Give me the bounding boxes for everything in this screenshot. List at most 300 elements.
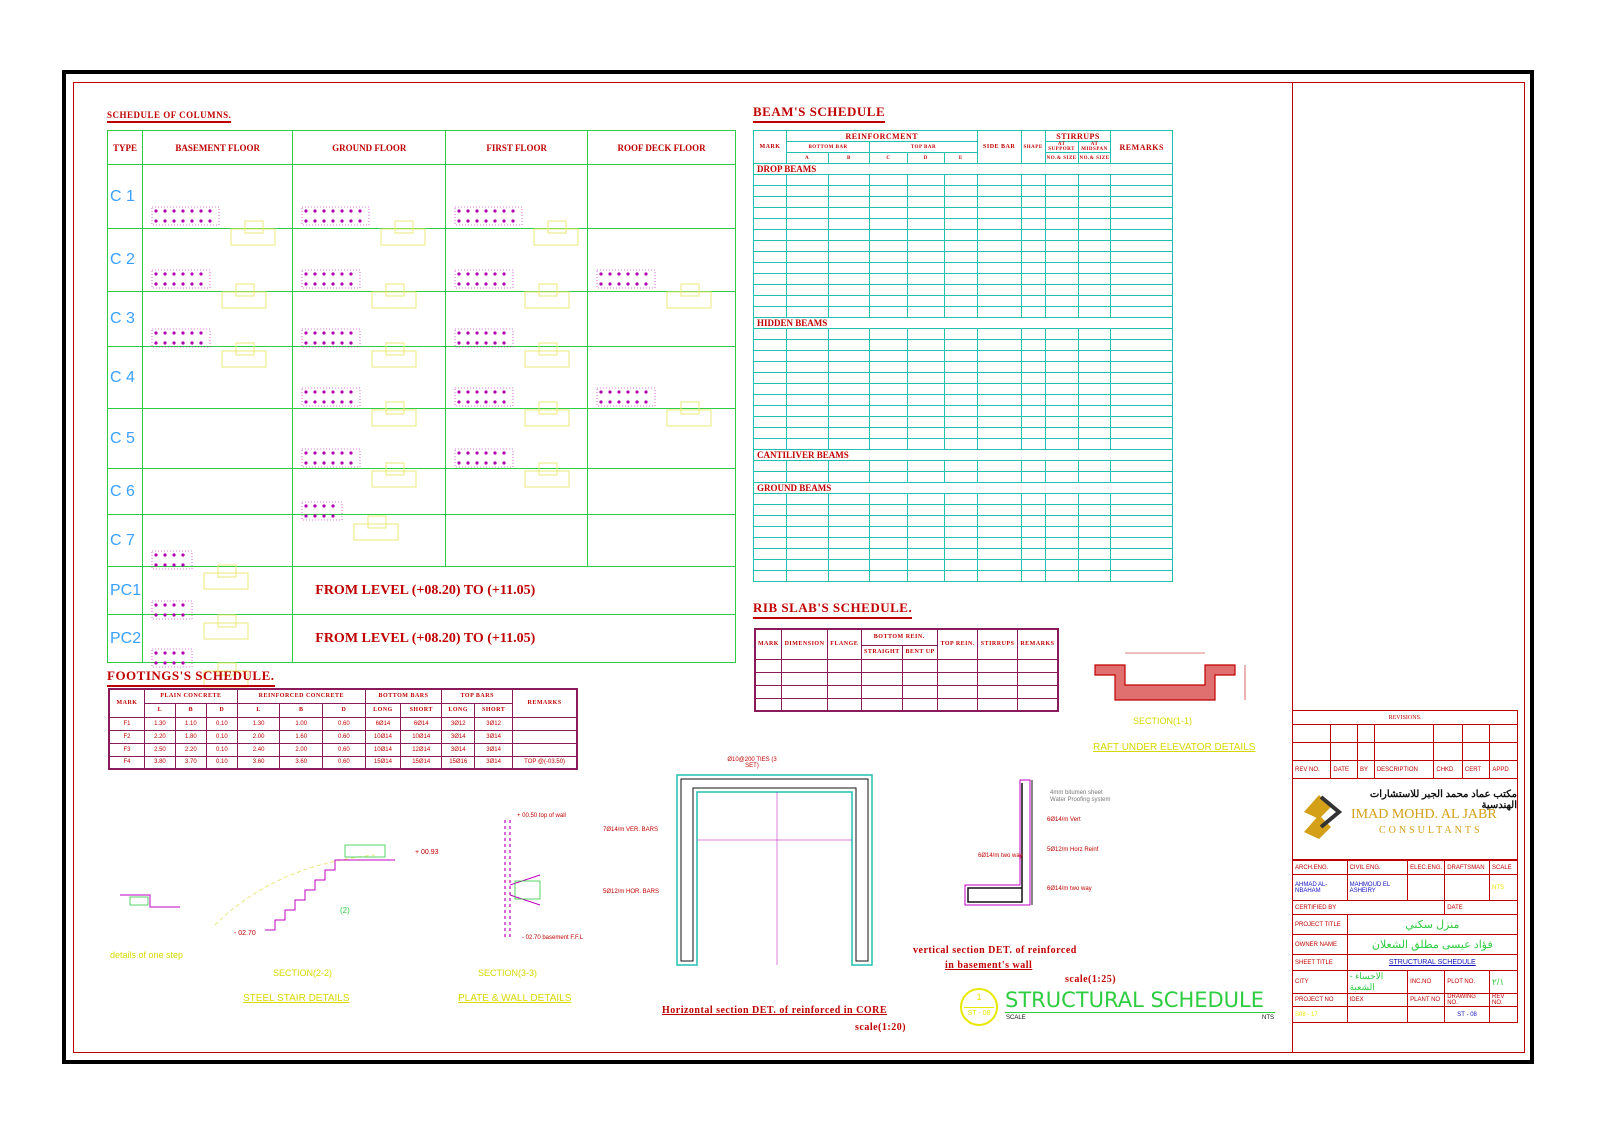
arch-eng-name: AHMAD AL-NBAHAM	[1293, 875, 1348, 901]
footing-cell: 15Ø14	[365, 756, 400, 769]
beam-cell	[977, 417, 1021, 428]
beam-cell	[1078, 285, 1111, 296]
beam-cell	[944, 186, 977, 197]
title-block-label: IDEX	[1347, 994, 1408, 1007]
rebar-dot	[332, 451, 335, 454]
rebar-dot	[323, 451, 326, 454]
beam-cell	[870, 362, 907, 373]
beam-header-shape: SHAPE	[1021, 131, 1045, 164]
beam-cell	[786, 208, 828, 219]
beam-cell	[870, 395, 907, 406]
footing-subheader: B	[175, 703, 206, 717]
plate-wall-drawing	[460, 815, 570, 945]
footing-cell	[513, 717, 577, 730]
column-detail	[446, 165, 588, 229]
rebar-dot	[645, 390, 648, 393]
beam-cell	[1111, 406, 1173, 417]
beam-cell	[828, 197, 870, 208]
rebar-dot	[350, 341, 353, 344]
footing-cell: 3Ø14	[442, 730, 475, 743]
beam-cell	[1021, 549, 1045, 560]
rebar-dot	[350, 400, 353, 403]
title-block-label: DATE	[1331, 761, 1358, 779]
table-row	[109, 743, 577, 756]
rebar-dot	[636, 282, 639, 285]
title-block-label: REV NO.	[1490, 994, 1518, 1007]
footing-cell: 1.80	[175, 730, 206, 743]
beam-cell	[828, 373, 870, 384]
rebar-dot	[164, 209, 167, 212]
beam-cell	[1045, 285, 1078, 296]
table-row	[754, 274, 1173, 285]
beam-cell	[1111, 417, 1173, 428]
beam-cell	[828, 329, 870, 340]
structural-schedule-title: STRUCTURAL SCHEDULE	[1005, 988, 1265, 1012]
rebar-dot	[182, 341, 185, 344]
beam-cell	[944, 219, 977, 230]
col-header-type: TYPE	[108, 131, 143, 165]
footing-cell: 0.60	[323, 743, 366, 756]
column-detail	[293, 165, 446, 229]
beam-cell	[786, 219, 828, 230]
rib-cell	[755, 698, 781, 711]
rib-cell	[755, 672, 781, 685]
beam-cell	[1045, 307, 1078, 318]
beam-cell	[944, 461, 977, 472]
rebar-dot	[191, 209, 194, 212]
beam-cell	[1078, 362, 1111, 373]
section-2-2-label: SECTION(2-2)	[273, 968, 333, 978]
beam-cell	[1021, 340, 1045, 351]
rebar-dot	[332, 219, 335, 222]
rib-slab-title: RIB SLAB'S SCHEDULE.	[753, 600, 912, 619]
beam-cell	[1021, 505, 1045, 516]
beam-cell	[1078, 373, 1111, 384]
beam-cell	[1045, 186, 1078, 197]
certified-by-label: CERTIFIED BY	[1293, 901, 1445, 915]
rib-cell	[937, 685, 977, 698]
rebar-dot	[173, 282, 176, 285]
footing-cell: 3Ø14	[475, 730, 513, 743]
rebar-dot	[467, 400, 470, 403]
rebar-dot	[182, 282, 185, 285]
rebar-dot	[494, 282, 497, 285]
table-row	[755, 698, 1058, 711]
rebar-dot	[314, 282, 317, 285]
beam-cell	[786, 373, 828, 384]
beam-cell	[1078, 241, 1111, 252]
table-row	[108, 615, 736, 663]
rib-header: MARK	[755, 629, 781, 659]
beam-cell	[754, 230, 787, 241]
rebar-dot	[476, 461, 479, 464]
column-detail	[143, 615, 293, 663]
beam-cell	[977, 461, 1021, 472]
table-row	[754, 219, 1173, 230]
beam-cell	[977, 505, 1021, 516]
beam-cell	[828, 252, 870, 263]
beam-cell	[1111, 516, 1173, 527]
beam-cell	[786, 395, 828, 406]
rebar-dot	[494, 400, 497, 403]
level-note: FROM LEVEL (+08.20) TO (+11.05)	[293, 567, 736, 615]
rebar-dot	[305, 461, 308, 464]
rebar-dot	[164, 282, 167, 285]
table-row	[754, 549, 1173, 560]
beam-cell	[870, 186, 907, 197]
table-row	[754, 186, 1173, 197]
beam-cell	[828, 439, 870, 450]
revisions-table	[1292, 710, 1518, 779]
beam-cell	[1111, 274, 1173, 285]
beam-cell	[828, 560, 870, 571]
plot-no-label: PLOT NO.	[1445, 971, 1490, 994]
elevation-sketch	[667, 292, 711, 308]
beam-cell	[907, 571, 944, 582]
beam-cell	[977, 274, 1021, 285]
col-header-roof: ROOF DECK FLOOR	[588, 131, 736, 165]
empty-cell	[588, 165, 736, 229]
beam-cell	[1045, 461, 1078, 472]
rebar-dot	[618, 272, 621, 275]
column-type-label: C 2	[108, 229, 143, 292]
owner-label: OWNER NAME	[1293, 935, 1348, 955]
beam-cell	[1111, 571, 1173, 582]
beam-cell	[977, 296, 1021, 307]
beam-cell	[977, 373, 1021, 384]
rebar-dot	[503, 400, 506, 403]
beam-cell	[1111, 351, 1173, 362]
beam-cell	[828, 351, 870, 362]
title-block	[1292, 710, 1518, 1052]
beam-cell	[907, 252, 944, 263]
rib-cell	[781, 659, 827, 672]
beam-cell	[1021, 395, 1045, 406]
title-block-label: BY	[1358, 761, 1375, 779]
beam-cell	[977, 219, 1021, 230]
rebar-dot	[503, 390, 506, 393]
rib-cell	[937, 659, 977, 672]
rebar-dot	[173, 341, 176, 344]
rebar-dot	[323, 209, 326, 212]
beam-header-c: C	[870, 153, 907, 164]
beam-cell	[754, 263, 787, 274]
rebar-dot	[155, 282, 158, 285]
column-type-label: C 6	[108, 469, 143, 515]
beam-cell	[870, 527, 907, 538]
rebar-dot	[359, 219, 362, 222]
wall-label-twoway: 6Ø14/m two way	[978, 853, 1023, 859]
beam-cell	[786, 307, 828, 318]
beam-cell	[1021, 362, 1045, 373]
rebar-dot	[476, 272, 479, 275]
table-row	[754, 175, 1173, 186]
rebar-dot	[645, 282, 648, 285]
beam-cell	[977, 351, 1021, 362]
beam-cell	[944, 417, 977, 428]
beam-cell	[870, 175, 907, 186]
rebar-dot	[494, 331, 497, 334]
footing-cell: 10Ø14	[401, 730, 442, 743]
wall-title-line-1: vertical section DET. of reinforced	[913, 945, 1077, 956]
rebar-dot	[476, 209, 479, 212]
beam-cell	[1078, 428, 1111, 439]
table-row	[754, 560, 1173, 571]
beam-section-label: GROUND BEAMS	[754, 483, 1173, 494]
rib-cell	[861, 685, 903, 698]
beam-header-midspan: AT MIDSPAN	[1078, 142, 1111, 153]
rebar-dot	[200, 331, 203, 334]
beam-cell	[786, 197, 828, 208]
beam-cell	[944, 340, 977, 351]
beam-header-support: AT SUPPORT	[1045, 142, 1078, 153]
scale-value: NTS	[1490, 875, 1518, 901]
wall-title-line-2: in basement's wall	[945, 960, 1033, 971]
beam-cell	[870, 274, 907, 285]
rebar-dot	[155, 331, 158, 334]
rebar-dot	[618, 390, 621, 393]
beam-cell	[1045, 439, 1078, 450]
beam-cell	[944, 351, 977, 362]
beam-cell	[870, 241, 907, 252]
beam-cell	[754, 274, 787, 285]
beam-cell	[1045, 560, 1078, 571]
rebar-dot	[182, 272, 185, 275]
beam-cell	[907, 329, 944, 340]
beam-cell	[1021, 571, 1045, 582]
footing-cell: 1.30	[144, 717, 175, 730]
table-row	[109, 717, 577, 730]
rib-cell	[781, 685, 827, 698]
beam-cell	[1021, 175, 1045, 186]
beam-cell	[1111, 560, 1173, 571]
beam-cell	[786, 527, 828, 538]
beam-cell	[754, 219, 787, 230]
beam-cell	[907, 549, 944, 560]
table-row	[754, 571, 1173, 582]
beam-header-size: NO.& SIZE	[1078, 153, 1111, 164]
beam-cell	[754, 516, 787, 527]
rib-cell	[861, 672, 903, 685]
rebar-dot	[305, 219, 308, 222]
footing-cell: 0.10	[206, 717, 237, 730]
table-row	[754, 263, 1173, 274]
beam-cell	[907, 461, 944, 472]
beam-header-remarks: REMARKS	[1111, 131, 1173, 164]
beam-cell	[977, 538, 1021, 549]
beam-cell	[907, 219, 944, 230]
footing-cell: 1.10	[175, 717, 206, 730]
rebar-dot	[485, 331, 488, 334]
beam-cell	[1111, 296, 1173, 307]
beam-cell	[754, 571, 787, 582]
beam-cell	[1111, 252, 1173, 263]
rebar-dot	[609, 272, 612, 275]
beam-cell	[786, 516, 828, 527]
rebar-dot	[323, 514, 326, 517]
rebar-dot	[476, 341, 479, 344]
rebar-dot	[467, 461, 470, 464]
rib-cell	[978, 672, 1018, 685]
elevation-sketch	[525, 471, 569, 487]
revisions-header: REVISIONS.	[1293, 711, 1518, 725]
rebar-dot	[332, 341, 335, 344]
rebar-dot	[341, 272, 344, 275]
beam-cell	[786, 384, 828, 395]
beam-cell	[786, 175, 828, 186]
col-header-first: FIRST FLOOR	[446, 131, 588, 165]
rebar-dot	[467, 272, 470, 275]
footing-cell: TOP @(-03.50)	[513, 756, 577, 769]
beam-cell	[944, 549, 977, 560]
table-row	[754, 395, 1173, 406]
rib-cell	[903, 672, 938, 685]
beam-cell	[828, 527, 870, 538]
table-row	[109, 756, 577, 769]
beam-cell	[944, 505, 977, 516]
rebar-dot	[332, 282, 335, 285]
footing-cell: 6Ø14	[365, 717, 400, 730]
footings-schedule-title: FOOTINGS'S SCHEDULE.	[107, 668, 275, 687]
rebar-dot	[627, 400, 630, 403]
beam-cell	[870, 340, 907, 351]
rebar-dot	[645, 272, 648, 275]
rebar-dot	[467, 209, 470, 212]
beam-cell	[944, 384, 977, 395]
beam-cell	[1045, 472, 1078, 483]
beam-cell	[907, 516, 944, 527]
beam-cell	[786, 428, 828, 439]
rebar-dot	[341, 209, 344, 212]
beam-cell	[1078, 472, 1111, 483]
beam-cell	[828, 472, 870, 483]
footing-header: PLAIN CONCRETE	[144, 689, 237, 703]
beam-cell	[870, 219, 907, 230]
beam-cell	[907, 186, 944, 197]
beam-cell	[1021, 538, 1045, 549]
beam-cell	[1021, 428, 1045, 439]
footing-cell: 1.00	[280, 717, 323, 730]
rebar-dot	[458, 331, 461, 334]
column-detail	[446, 409, 588, 469]
rebar-dot	[503, 219, 506, 222]
company-arabic-name: مكتب عماد محمد الجبر للاستشارات الهندسية	[1369, 789, 1517, 811]
table-row	[754, 538, 1173, 549]
rebar-dot	[485, 272, 488, 275]
column-type-label: PC2	[108, 615, 143, 663]
column-type-label: C 7	[108, 515, 143, 567]
rebar-dot	[341, 461, 344, 464]
beam-cell	[1045, 296, 1078, 307]
beam-cell	[977, 175, 1021, 186]
beam-cell	[828, 274, 870, 285]
table-row	[754, 406, 1173, 417]
beam-cell	[786, 406, 828, 417]
beam-cell	[1045, 197, 1078, 208]
level-note: FROM LEVEL (+08.20) TO (+11.05)	[293, 615, 736, 663]
beam-cell	[1078, 395, 1111, 406]
column-detail	[143, 515, 293, 567]
level-0270: - 02.70	[234, 930, 256, 937]
beam-cell	[1078, 340, 1111, 351]
rebar-dot	[200, 219, 203, 222]
rebar-dot	[494, 209, 497, 212]
rib-cell	[903, 685, 938, 698]
rebar-dot	[305, 390, 308, 393]
rebar-dot	[314, 390, 317, 393]
footing-cell: 3Ø14	[442, 743, 475, 756]
beam-cell	[754, 175, 787, 186]
beam-cell	[977, 428, 1021, 439]
beam-cell	[944, 406, 977, 417]
footing-cell: F2	[109, 730, 144, 743]
sheet-number-circle	[960, 988, 998, 1026]
beam-cell	[1078, 505, 1111, 516]
beam-cell	[870, 263, 907, 274]
column-section-sketch	[595, 384, 735, 434]
footing-cell: 2.20	[175, 743, 206, 756]
beam-cell	[786, 472, 828, 483]
beam-header-e: E	[944, 153, 977, 164]
footing-cell: 1.30	[237, 717, 280, 730]
empty-cell	[143, 409, 293, 469]
rebar-dot	[627, 282, 630, 285]
footing-cell: 0.60	[323, 730, 366, 743]
footing-header: REINFORCED CONCRETE	[237, 689, 365, 703]
beam-cell	[754, 406, 787, 417]
beam-cell	[786, 329, 828, 340]
rebar-dot	[512, 219, 515, 222]
empty-cell	[588, 469, 736, 515]
beam-cell	[1078, 516, 1111, 527]
rebar-dot	[494, 390, 497, 393]
footing-subheader: L	[237, 703, 280, 717]
date-label: DATE	[1445, 901, 1518, 915]
column-section-sketch	[595, 266, 735, 316]
column-type-label: PC1	[108, 567, 143, 615]
beam-cell	[786, 285, 828, 296]
column-detail	[293, 229, 446, 292]
rebar-dot	[323, 400, 326, 403]
beam-cell	[828, 461, 870, 472]
beam-cell	[1111, 439, 1173, 450]
rebar-dot	[164, 341, 167, 344]
beam-cell	[1045, 351, 1078, 362]
beam-cell	[1078, 296, 1111, 307]
beam-header-d: D	[907, 153, 944, 164]
rebar-dot	[485, 209, 488, 212]
beam-cell	[786, 263, 828, 274]
rebar-dot	[476, 331, 479, 334]
beam-cell	[977, 549, 1021, 560]
beam-cell	[754, 527, 787, 538]
beam-cell	[786, 186, 828, 197]
beam-cell	[828, 208, 870, 219]
beam-cell	[828, 296, 870, 307]
beam-cell	[944, 307, 977, 318]
rebar-dot	[200, 282, 203, 285]
project-no-value: S08 - 17	[1293, 1007, 1348, 1023]
beam-cell	[1078, 560, 1111, 571]
rebar-dot	[627, 272, 630, 275]
rib-subheader: BENT UP	[903, 645, 938, 659]
beam-cell	[1078, 538, 1111, 549]
rebar-dot	[350, 209, 353, 212]
beam-cell	[1021, 494, 1045, 505]
beam-cell	[870, 285, 907, 296]
beam-cell	[1045, 252, 1078, 263]
beam-cell	[977, 252, 1021, 263]
